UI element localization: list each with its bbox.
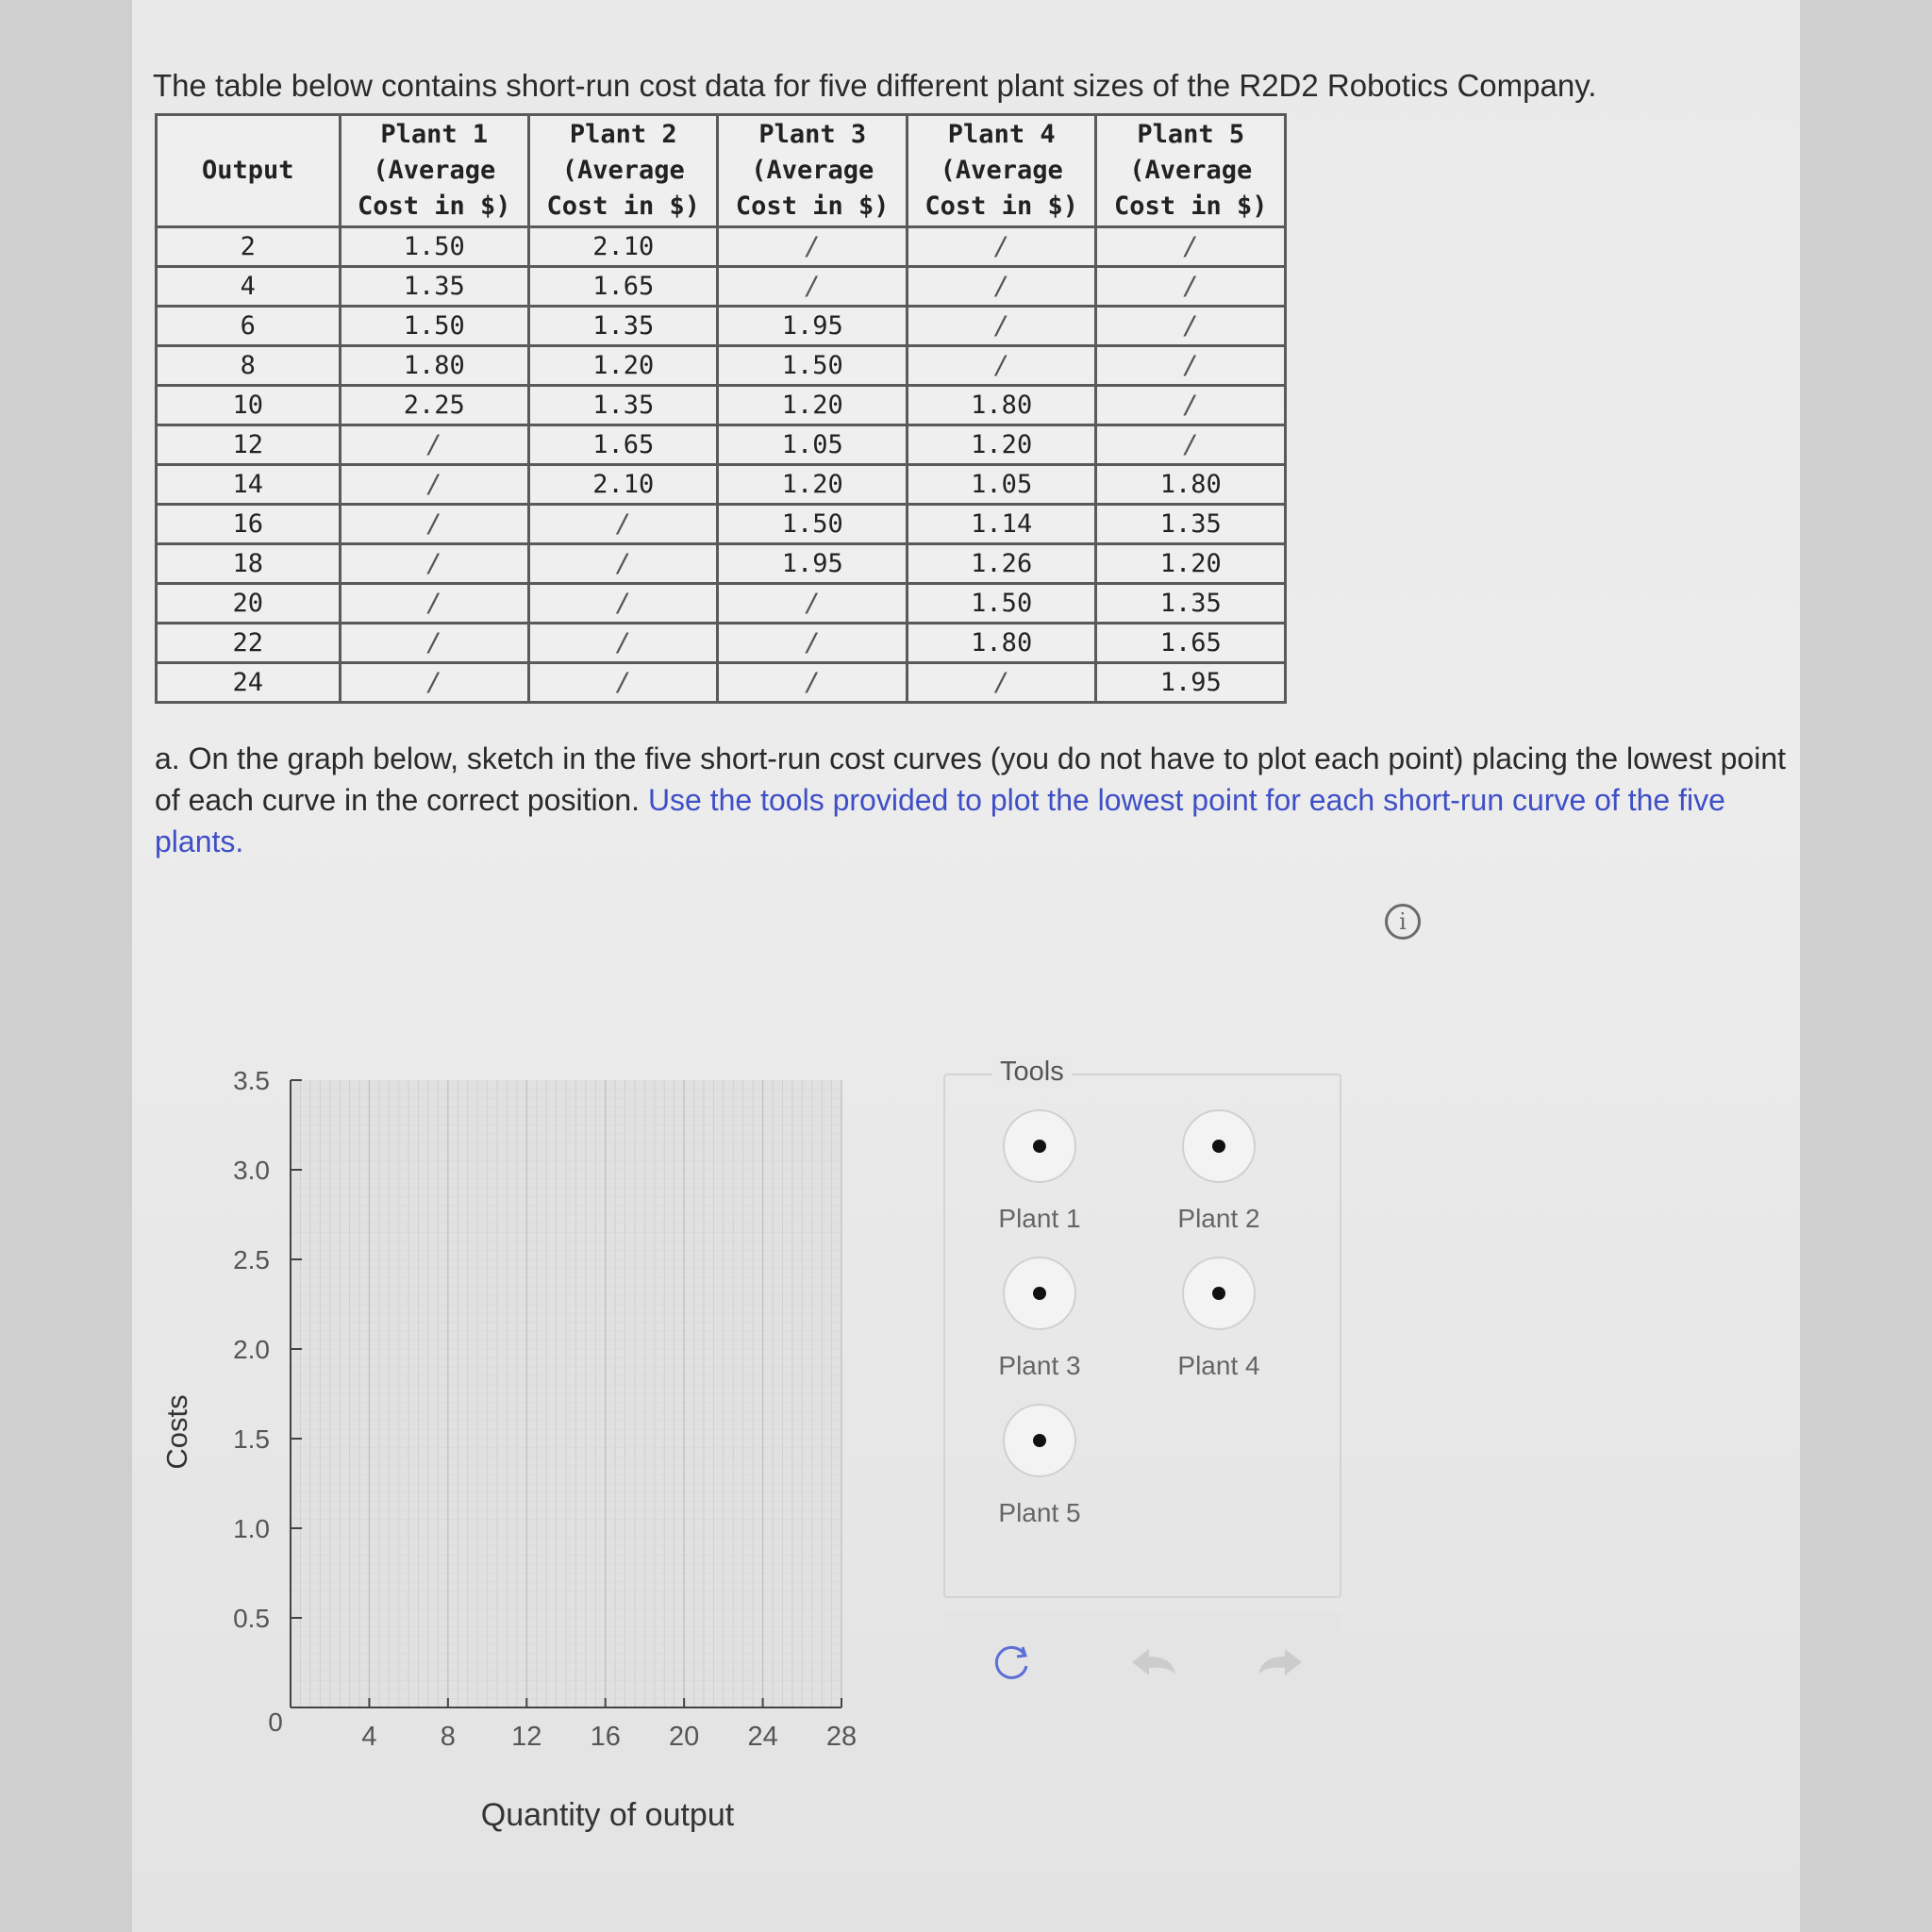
y-tick-label: 2.0 [233,1335,270,1364]
question-text [155,738,1796,862]
cost-cell: / [718,267,907,307]
cost-cell: 1.50 [907,584,1095,624]
header-line: Plant 4 [947,120,1056,149]
x-tick-label: 8 [440,1722,456,1752]
cost-cell: 2.10 [528,465,717,505]
x-axis-label: Quantity of output [480,1797,735,1833]
cost-cell: / [718,584,907,624]
output-cell: 14 [157,465,341,505]
header-line: Plant 2 [569,120,677,149]
table-row [157,425,1286,465]
cost-cell: / [1096,307,1286,346]
cost-cell: 1.35 [528,307,717,346]
reset-icon[interactable] [989,1640,1034,1685]
cost-cell: 1.80 [1096,465,1286,505]
redo-icon[interactable] [1258,1649,1302,1675]
cost-cell: 1.35 [528,386,717,425]
table-row [157,544,1286,584]
plant-5-point-icon[interactable] [1003,1404,1076,1477]
cost-cell: 1.35 [340,267,528,307]
cost-cell: 1.50 [340,307,528,346]
header-line: (Average [940,156,1063,185]
header-line: (Average [1129,156,1253,185]
tool-plant-1[interactable] [964,1109,1115,1234]
column-header-plant-5 [1096,115,1286,227]
table-row [157,386,1286,425]
tool-plant-4-label: Plant 4 [1177,1351,1260,1380]
cost-cell: / [340,505,528,544]
table-row [157,505,1286,544]
action-bar [943,1613,1341,1706]
cost-cell: 1.50 [718,346,907,386]
y-tick-label: 1.5 [233,1424,270,1454]
column-header-plant-1 [340,115,528,227]
cost-cell: / [340,544,528,584]
y-tick-label: 3.0 [233,1156,270,1185]
cost-cell: / [718,624,907,663]
cost-cell: 1.80 [907,386,1095,425]
tool-plant-5-label: Plant 5 [998,1498,1081,1527]
header-line: (Average [751,156,874,185]
y-tick-label: 2.5 [233,1245,270,1274]
cost-cell: / [907,267,1095,307]
cost-cell: 1.80 [340,346,528,386]
cost-cell: 2.10 [528,227,717,267]
cost-cell: / [1096,267,1286,307]
header-line: Plant 3 [758,120,867,149]
cost-cell: / [528,544,717,584]
cost-cell: 1.65 [1096,624,1286,663]
cost-cell: 1.65 [528,425,717,465]
cost-cell: / [528,663,717,703]
undo-redo-icons [1123,1641,1311,1683]
cost-cell: 1.20 [718,465,907,505]
intro-text: The table below contains short-run cost data for five different plant sizes of the R2D2 Robotics Company. [153,68,1597,103]
output-cell: 18 [157,544,341,584]
column-header-output [157,115,341,227]
header-line: Plant 5 [1137,120,1245,149]
cost-cell: / [1096,386,1286,425]
graph-grid [291,1080,841,1707]
y-tick-label: 3.5 [233,1066,270,1095]
output-cell: 12 [157,425,341,465]
x-tick-label: 28 [825,1722,858,1752]
cost-cell: / [1096,425,1286,465]
table-row [157,624,1286,663]
output-cell: 24 [157,663,341,703]
output-cell: 8 [157,346,341,386]
plant-3-point-icon[interactable] [1003,1257,1076,1330]
cost-cell: 1.65 [528,267,717,307]
cost-cell: 1.05 [718,425,907,465]
header-line: Cost in $) [735,192,890,221]
cost-cell: / [340,624,528,663]
table-row [157,465,1286,505]
cost-cell: / [907,227,1095,267]
cost-cell: / [528,505,717,544]
cost-cell: 1.20 [718,386,907,425]
x-tick-label: 24 [747,1722,778,1752]
cost-cell: 2.25 [340,386,528,425]
table-row [157,346,1286,386]
tool-plant-3[interactable] [964,1257,1115,1381]
cost-cell: 1.35 [1096,584,1286,624]
tools-title: Tools [992,1057,1072,1088]
tool-plant-2[interactable] [1143,1109,1294,1234]
x-tick-label: 20 [669,1722,700,1752]
cost-cell: 1.20 [528,346,717,386]
cost-cell: 1.50 [340,227,528,267]
output-cell: 22 [157,624,341,663]
tool-plant-1-label: Plant 1 [998,1204,1081,1233]
cost-cell: 1.95 [1096,663,1286,703]
x-tick-label: 4 [361,1722,377,1752]
cost-cell: / [907,307,1095,346]
cost-cell: 1.50 [718,505,907,544]
plant-2-point-icon[interactable] [1182,1109,1256,1183]
graph[interactable] [132,1038,943,1891]
cost-cell: 1.35 [1096,505,1286,544]
table-row [157,663,1286,703]
y-tick-label: 0.5 [233,1604,270,1633]
cost-cell: / [340,465,528,505]
cost-cell: / [528,584,717,624]
output-cell: 4 [157,267,341,307]
cost-cell: / [718,227,907,267]
cost-cell: 1.14 [907,505,1095,544]
info-icon[interactable]: i [1385,904,1421,940]
cost-cell: / [528,624,717,663]
cost-cell: 1.05 [907,465,1095,505]
header-line: Cost in $) [546,192,700,221]
table-row [157,307,1286,346]
cost-cell: 1.20 [907,425,1095,465]
cost-cell: / [718,663,907,703]
cost-cell: 1.95 [718,307,907,346]
header-line: Cost in $) [1113,192,1268,221]
column-header-plant-4 [907,115,1095,227]
tool-plant-3-label: Plant 3 [998,1351,1081,1380]
origin-label: 0 [268,1707,283,1737]
cost-cell: / [907,346,1095,386]
tool-plant-5[interactable] [964,1404,1115,1528]
header-line: Output [201,156,294,185]
column-header-plant-3 [718,115,907,227]
header-line: (Average [373,156,496,185]
cost-cell: / [907,663,1095,703]
output-cell: 16 [157,505,341,544]
x-tick-label: 12 [511,1722,542,1752]
cost-cell: / [340,584,528,624]
column-header-plant-2 [528,115,717,227]
page [132,0,1800,1932]
question-prompt: a. On the graph below, sketch in the five short-run cost curves (you do not have to plot each point) placing the lowest point of each curve in the correct position. [155,741,1786,817]
cost-cell: / [1096,227,1286,267]
cost-cell: 1.95 [718,544,907,584]
plant-1-point-icon[interactable] [1003,1109,1076,1183]
table-body [157,227,1286,703]
cost-cell: / [1096,346,1286,386]
output-cell: 20 [157,584,341,624]
output-cell: 2 [157,227,341,267]
tools-panel [943,1057,1341,1598]
y-axis-label: Costs [160,1394,193,1470]
table-row [157,584,1286,624]
cost-cell: 1.80 [907,624,1095,663]
tool-plant-2-label: Plant 2 [1177,1204,1260,1233]
table-header-row [157,115,1286,227]
output-cell: 10 [157,386,341,425]
output-cell: 6 [157,307,341,346]
cost-cell: 1.20 [1096,544,1286,584]
cost-cell: / [340,663,528,703]
cost-cell: 1.26 [907,544,1095,584]
x-tick-label: 16 [590,1722,621,1752]
tool-plant-4[interactable] [1143,1257,1294,1381]
header-line: Cost in $) [924,192,1078,221]
y-tick-label: 1.0 [233,1514,270,1543]
plant-4-point-icon[interactable] [1182,1257,1256,1330]
cost-table [155,113,1287,704]
header-line: (Average [561,156,685,185]
header-line: Plant 1 [380,120,489,149]
question-instruction: Use the tools provided to plot the lowest point for each short-run curve of the five plants. [155,783,1725,858]
table-row [157,227,1286,267]
header-line: Cost in $) [357,192,511,221]
undo-icon[interactable] [1132,1649,1175,1675]
graph-svg[interactable] [132,1038,943,1887]
cost-cell: / [340,425,528,465]
table-row [157,267,1286,307]
